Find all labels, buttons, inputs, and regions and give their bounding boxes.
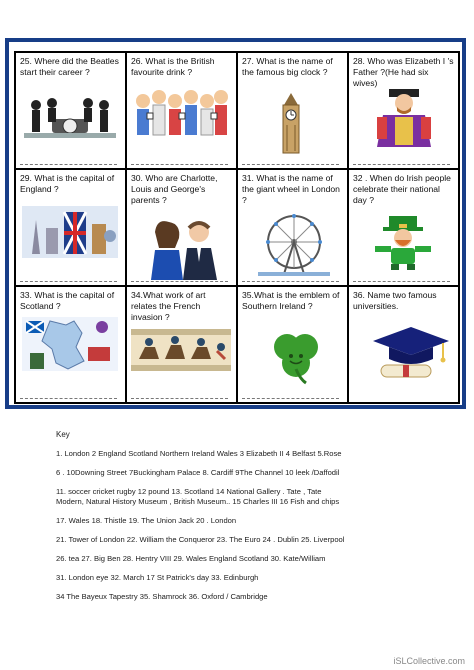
london-landmarks-icon	[22, 206, 118, 258]
question-text: 32 . When do Irish people celebrate their national day ?	[353, 173, 451, 205]
henry-viii-icon	[369, 89, 439, 149]
big-ben-icon	[274, 93, 308, 155]
answer-line	[20, 164, 117, 165]
watermark: iSLCollective.com	[393, 656, 465, 666]
answer-line	[242, 281, 339, 282]
question-text: 34.What work of art relates the French invasion ?	[131, 290, 206, 322]
answer-line	[353, 281, 450, 282]
key-line: 21. Tower of London 22. William the Conqueror 23. The Euro 24 . Dublin 25. Liverpool	[56, 535, 345, 544]
question-text: 31. What is the name of the giant wheel in London ?	[242, 173, 340, 205]
people-with-mugs-icon	[133, 83, 229, 145]
question-text: 28. Who was Elizabeth I 's Father ?(He had six wives)	[353, 56, 454, 88]
key-line: Modern, Natural History Museum , British Museum.. 15 Charles III 16 Fish and chips	[56, 497, 340, 506]
royal-couple-icon	[145, 218, 221, 280]
answer-line	[131, 398, 228, 399]
beatles-band-icon	[24, 95, 116, 143]
answer-line	[131, 164, 228, 165]
bayeux-tapestry-icon	[131, 329, 231, 371]
question-card	[126, 52, 237, 169]
question-card	[237, 286, 348, 403]
question-text: 29. What is the capital of England ?	[20, 173, 115, 194]
question-text: 26. What is the British favourite drink ?	[131, 56, 215, 77]
question-card	[348, 52, 459, 169]
london-eye-icon	[258, 214, 330, 276]
worksheet-panel	[9, 42, 462, 405]
question-card	[15, 169, 126, 286]
question-card	[237, 52, 348, 169]
answer-line	[20, 281, 117, 282]
answer-line	[20, 398, 117, 399]
question-grid	[14, 51, 460, 404]
key-line: 6 . 10Downing Street 7Buckingham Palace 8. Cardiff 9The Channel 10 leek /Daffodil	[56, 468, 340, 477]
key-title: Key	[56, 430, 70, 439]
answer-line	[131, 281, 228, 282]
question-card	[348, 286, 459, 403]
leprechaun-icon	[371, 216, 435, 270]
answer-line	[242, 398, 339, 399]
answer-line	[353, 164, 450, 165]
question-card	[348, 169, 459, 286]
key-line: 1. London 2 England Scotland Northern Ireland Wales 3 Elizabeth II 4 Belfast 5.Rose	[56, 449, 342, 458]
answer-line	[242, 164, 339, 165]
key-line: 17. Wales 18. Thistle 19. The Union Jack 20 . London	[56, 516, 237, 525]
question-card	[126, 286, 237, 403]
question-card	[237, 169, 348, 286]
question-card	[126, 169, 237, 286]
key-line: 26. tea 27. Big Ben 28. Hentry VIII 29. Wales England Scotland 30. Kate/William	[56, 554, 326, 563]
question-text: 33. What is the capital of Scotland ?	[20, 290, 115, 311]
question-text: 30. Who are Charlotte, Louis and George's parents ?	[131, 173, 218, 205]
question-card	[15, 52, 126, 169]
question-text: 35.What is the emblem of Southern Ireland ?	[242, 290, 340, 311]
shamrock-icon	[270, 329, 322, 385]
question-text: 25. Where did the Beatles start their career ?	[20, 56, 119, 77]
graduation-cap-icon	[371, 325, 451, 381]
key-line: 11. soccer cricket rugby 12 pound 13. Scotland 14 National Gallery . Tate , Tate	[56, 487, 322, 496]
answer-key	[56, 430, 466, 611]
worksheet-frame	[5, 38, 466, 409]
key-line: 31. London eye 32. March 17 St Patrick's day 33. Edinburgh	[56, 573, 259, 582]
question-card	[15, 286, 126, 403]
key-line: 34 The Bayeux Tapestry 35. Shamrock 36. Oxford / Cambridge	[56, 592, 268, 601]
question-text: 36. Name two famous universities.	[353, 290, 437, 311]
question-text: 27. What is the name of the famous big clock ?	[242, 56, 333, 77]
scotland-map-icon	[22, 317, 118, 371]
